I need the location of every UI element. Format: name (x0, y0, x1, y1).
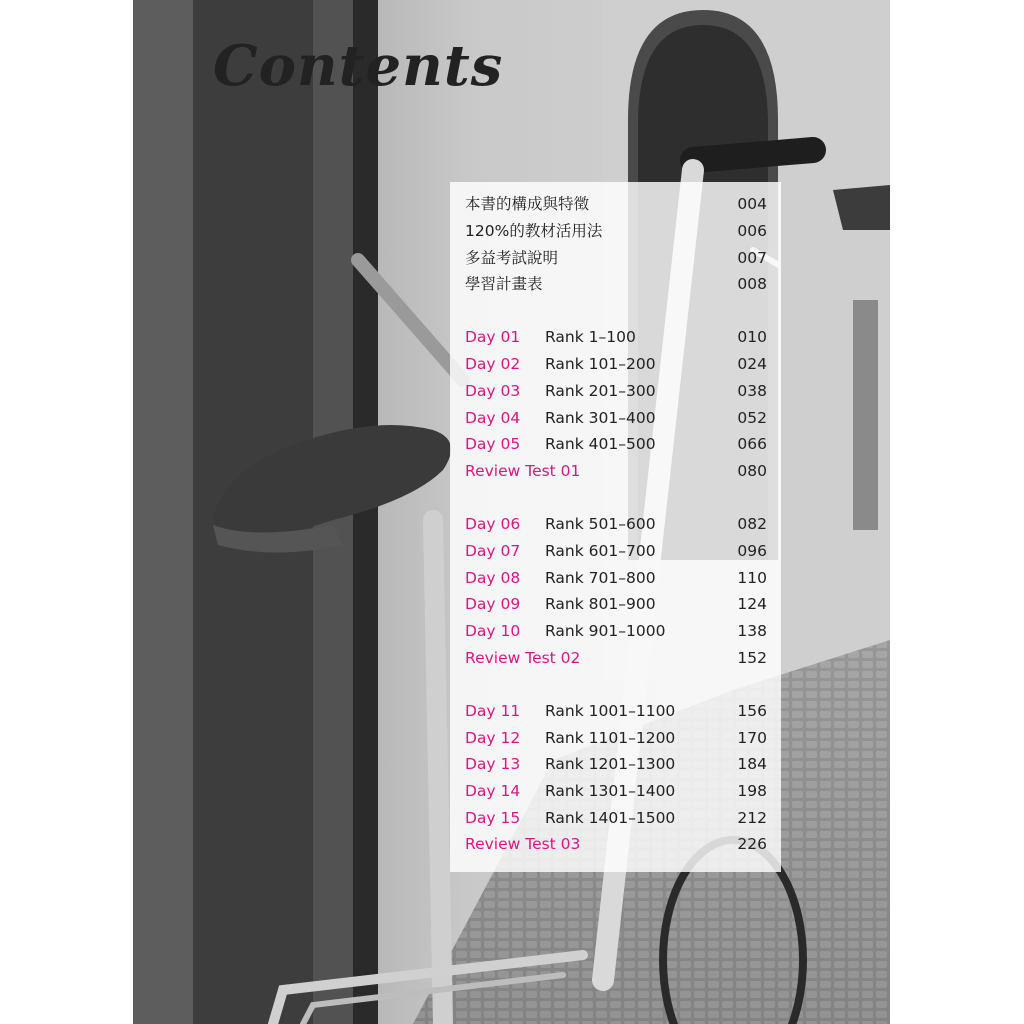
toc-entry-day[interactable] (465, 351, 767, 377)
contents-page (133, 0, 890, 1024)
toc-page-number: 082 (737, 515, 767, 533)
toc-entry-day[interactable] (465, 725, 767, 751)
toc-rank-range: Rank 601–700 (545, 542, 656, 560)
toc-day-label: Day 15 (465, 809, 521, 827)
toc-page-number: 152 (737, 649, 767, 667)
toc-entry-day[interactable] (465, 618, 767, 644)
toc-rank-range: Rank 801–900 (545, 595, 656, 613)
toc-entry-day[interactable] (465, 538, 767, 564)
toc-entry-day[interactable] (465, 324, 767, 350)
toc-day-label: Day 12 (465, 729, 521, 747)
toc-entry-intro[interactable] (465, 191, 767, 217)
toc-page-number: 080 (737, 462, 767, 480)
toc-page-number: 010 (737, 328, 767, 346)
toc-entry-day[interactable] (465, 591, 767, 617)
toc-entry-day[interactable] (465, 565, 767, 591)
toc-entry-day[interactable] (465, 778, 767, 804)
toc-page-number: 198 (737, 782, 767, 800)
toc-page-number: 024 (737, 355, 767, 373)
toc-page-number: 007 (737, 249, 767, 267)
toc-rank-range: Rank 701–800 (545, 569, 656, 587)
toc-entry-label: 多益考試說明 (465, 249, 559, 267)
toc-rank-range: Rank 1–100 (545, 328, 636, 346)
toc-page-number: 006 (737, 222, 767, 240)
toc-entry-day[interactable] (465, 431, 767, 457)
toc-page-number: 004 (737, 195, 767, 213)
toc-review-label: Review Test 03 (465, 835, 581, 853)
toc-review-label: Review Test 02 (465, 649, 581, 667)
toc-day-label: Day 06 (465, 515, 521, 533)
toc-page-number: 212 (737, 809, 767, 827)
toc-day-label: Day 10 (465, 622, 521, 640)
toc-entry-intro[interactable] (465, 245, 767, 271)
toc-entry-label: 學習計畫表 (465, 275, 543, 293)
toc-day-label: Day 11 (465, 702, 521, 720)
toc-entry-label: 120%的教材活用法 (465, 222, 603, 240)
toc-page-number: 138 (737, 622, 767, 640)
toc-review-label: Review Test 01 (465, 462, 581, 480)
toc-entry-day[interactable] (465, 511, 767, 537)
toc-rank-range: Rank 201–300 (545, 382, 656, 400)
toc-day-label: Day 05 (465, 435, 521, 453)
toc-page-number: 038 (737, 382, 767, 400)
toc-entry-day[interactable] (465, 378, 767, 404)
toc-entry-label: 本書的構成與特徵 (465, 195, 590, 213)
toc-page-number: 066 (737, 435, 767, 453)
toc-rank-range: Rank 1301–1400 (545, 782, 676, 800)
toc-day-label: Day 04 (465, 409, 521, 427)
toc-rank-range: Rank 501–600 (545, 515, 656, 533)
toc-day-label: Day 07 (465, 542, 521, 560)
toc-entry-review[interactable] (465, 458, 767, 484)
toc-page-number: 096 (737, 542, 767, 560)
toc-page-number: 110 (737, 569, 767, 587)
toc-entry-day[interactable] (465, 698, 767, 724)
toc-entry-review[interactable] (465, 645, 767, 671)
toc-rank-range: Rank 1401–1500 (545, 809, 676, 827)
toc-rank-range: Rank 1101–1200 (545, 729, 676, 747)
toc-rank-range: Rank 1201–1300 (545, 755, 676, 773)
toc-page-number: 184 (737, 755, 767, 773)
toc-rank-range: Rank 1001–1100 (545, 702, 676, 720)
toc-page-number: 170 (737, 729, 767, 747)
toc-page-number: 124 (737, 595, 767, 613)
toc-day-label: Day 14 (465, 782, 521, 800)
toc-page-number: 052 (737, 409, 767, 427)
toc-entry-intro[interactable] (465, 218, 767, 244)
toc-rank-range: Rank 101–200 (545, 355, 656, 373)
page-title: Contents (213, 33, 504, 99)
toc-entry-day[interactable] (465, 405, 767, 431)
toc-day-label: Day 01 (465, 328, 521, 346)
toc-page-number: 156 (737, 702, 767, 720)
toc-day-label: Day 08 (465, 569, 521, 587)
toc-rank-range: Rank 401–500 (545, 435, 656, 453)
toc-day-label: Day 09 (465, 595, 521, 613)
toc-page-number: 226 (737, 835, 767, 853)
toc-entry-review[interactable] (465, 831, 767, 857)
toc-rank-range: Rank 901–1000 (545, 622, 666, 640)
toc-day-label: Day 13 (465, 755, 521, 773)
toc-entry-intro[interactable] (465, 271, 767, 297)
toc-day-label: Day 02 (465, 355, 521, 373)
toc-entry-day[interactable] (465, 751, 767, 777)
table-of-contents (450, 182, 781, 872)
toc-page-number: 008 (737, 275, 767, 293)
toc-rank-range: Rank 301–400 (545, 409, 656, 427)
toc-entry-day[interactable] (465, 805, 767, 831)
toc-day-label: Day 03 (465, 382, 521, 400)
